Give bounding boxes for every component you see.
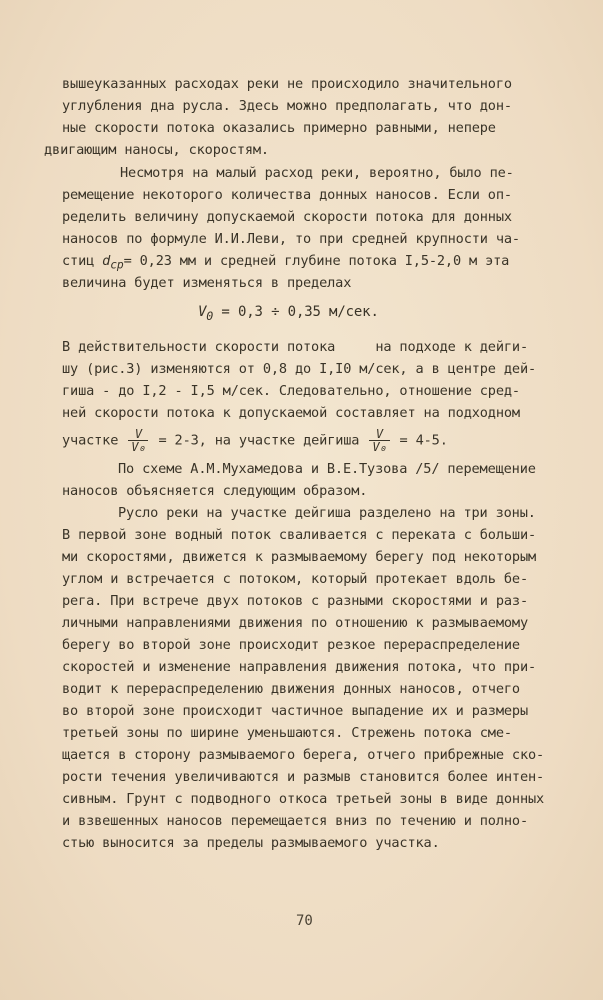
formula <box>198 303 379 325</box>
text-line: В действительности скорости потока на подходе к дейги- <box>62 339 528 355</box>
math-symbol <box>102 253 124 272</box>
text-line: берегу во второй зоне происходит резкое перераспределение <box>62 637 520 653</box>
fraction <box>369 428 389 453</box>
text-fragment: = 4-5. <box>391 432 448 449</box>
text-line: ремещение некоторого количества донных наносов. Если оп- <box>62 187 512 203</box>
text-line: гиша - до I,2 - I,5 м/сек. Следовательно, отношение сред- <box>62 383 520 399</box>
text-line: углом и встречается с потоком, который протекает вдоль бе- <box>62 571 528 587</box>
text-line: водит к перераспределению движения донных наносов, отчего <box>62 681 520 697</box>
text-line: наносов объясняется следующим образом. <box>62 483 368 499</box>
fraction-numerator: V <box>375 427 383 441</box>
text-line: третьей зоны по ширине уменьшаются. Стрежень потока сме- <box>62 725 512 741</box>
text-line: В первой зоне водный поток сваливается с переката с больши- <box>62 527 537 543</box>
formula-text: = 0,3 ÷ 0,35 м/сек. <box>213 304 379 320</box>
text-line: личными направлениями движения по отношению к размываемому <box>62 615 528 631</box>
text-line: во второй зоне происходит частичное выпадение их и размеры <box>62 703 528 719</box>
text-fragment: = 0,23 мм и средней глубине потока I,5-2,0 м эта <box>123 253 510 269</box>
fraction-denominator: V₀ <box>128 440 148 453</box>
text-line: ные скорости потока оказались примерно равными, непере <box>62 120 496 136</box>
text-fragment: = 2-3, на участке дейгиша <box>150 432 368 449</box>
text-line: ми скоростями, движется к размываемому берегу под некоторым <box>62 549 537 565</box>
text-line <box>62 428 448 453</box>
fraction-numerator: V <box>134 427 142 441</box>
text-line: Русло реки на участке дейгиша разделено на три зоны. <box>118 505 536 521</box>
text-line <box>62 252 509 274</box>
math-symbol <box>198 304 214 323</box>
math-subscript: ср <box>110 257 124 272</box>
text-line: вышеуказанных расходах реки не происходило значительного <box>62 76 512 92</box>
text-line: По схеме А.М.Мухамедова и В.Е.Тузова /5/ перемещение <box>118 461 536 477</box>
text-line: скоростей и изменение направления движения потока, что при- <box>62 659 537 675</box>
text-line: рости течения увеличиваются и размыв становится более интен- <box>62 769 545 785</box>
text-line: сивным. Грунт с подводного откоса третьей зоны в виде донных <box>62 791 545 807</box>
text-line: ределить величину допускаемой скорости потока для донных <box>62 209 512 225</box>
fraction-denominator: V₀ <box>369 440 389 453</box>
text-line: рега. При встрече двух потоков с разными скоростями и раз- <box>62 593 528 609</box>
text-line: ней скорости потока к допускаемой составляет на подходном <box>62 405 520 421</box>
text-line: углубления дна русла. Здесь можно предполагать, что дон- <box>62 98 512 114</box>
text-fragment: стиц <box>62 253 103 269</box>
text-line: двигающим наносы, скоростям. <box>44 142 269 158</box>
text-fragment: участке <box>62 432 127 449</box>
text-line: величина будет изменяться в пределах <box>62 275 352 291</box>
text-line: щается в сторону размываемого берега, отчего прибрежные ско- <box>62 747 545 763</box>
text-line: стью выносится за пределы размываемого участка. <box>62 835 440 851</box>
math-subscript: 0 <box>206 308 214 323</box>
fraction <box>128 428 148 453</box>
text-line: шу (рис.3) изменяются от 0,8 до I,I0 м/сек, а в центре дей- <box>62 361 537 377</box>
text-line: наносов по формуле И.И.Леви, то при средней крупности ча- <box>62 231 520 247</box>
text-line: и взвешенных наносов перемещается вниз по течению и полно- <box>62 813 528 829</box>
math-var: V <box>198 304 207 320</box>
page-number: 70 <box>296 913 313 929</box>
math-var: d <box>102 253 111 269</box>
text-line: Несмотря на малый расход реки, вероятно, было пе- <box>120 165 514 181</box>
